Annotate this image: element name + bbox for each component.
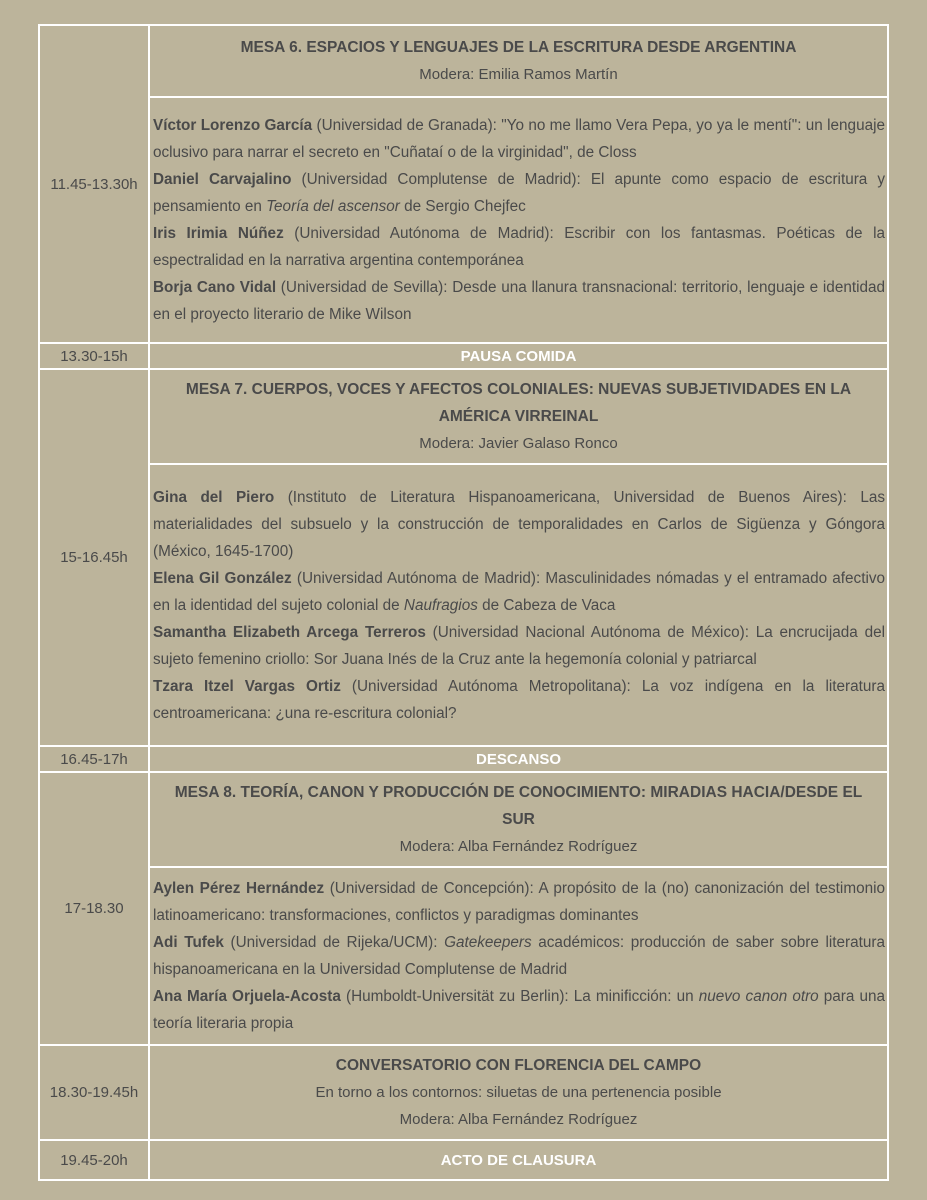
paper-italic-title: nuevo canon otro [698, 988, 819, 1005]
session-title: MESA 8. TEORÍA, CANON Y PRODUCCIÓN DE CONOCIMIENTO: MIRADIAS HACIA/DESDE EL SUR [174, 784, 863, 828]
paper-italic-title: Teoría del ascensor [266, 198, 400, 215]
clausura-row [39, 1140, 888, 1180]
paper-entry [153, 274, 885, 328]
paper-entry [153, 565, 885, 619]
mesa8-header-row [39, 772, 888, 867]
descanso-label: DESCANSO [149, 746, 888, 772]
speaker-name: Elena Gil González [153, 569, 292, 587]
paper-entry [153, 875, 885, 929]
conversatorio-row [39, 1045, 888, 1140]
session-title: MESA 7. CUERPOS, VOCES Y AFECTOS COLONIALES: NUEVAS SUBJETIVIDADES EN LA AMÉRICA VIRREINAL [185, 381, 852, 425]
mesa6-papers-row [39, 97, 888, 343]
paper-entry [153, 112, 885, 166]
mesa8-papers-row [39, 867, 888, 1045]
mesa6-header [149, 25, 888, 97]
session-title: MESA 6. ESPACIOS Y LENGUAJES DE LA ESCRITURA DESDE ARGENTINA [240, 39, 797, 56]
time-pausa: 13.30-15h [39, 343, 149, 369]
time-conversatorio: 18.30-19.45h [39, 1045, 149, 1140]
conversatorio-block [149, 1045, 888, 1140]
paper-details: (Universidad Autónoma de Madrid): Masculinidades nómadas y el entramado afectivo en la identidad del sujeto colonial de [153, 569, 886, 614]
time-mesa7: 15-16.45h [39, 369, 149, 746]
speaker-name: Gina del Piero [153, 488, 275, 506]
paper-entry [153, 619, 885, 673]
session-title: CONVERSATORIO CON FLORENCIA DEL CAMPO [335, 1057, 702, 1074]
speaker-name: Víctor Lorenzo García [153, 117, 313, 134]
mesa7-header-row [39, 369, 888, 464]
pausa-row [39, 343, 888, 369]
descanso-row [39, 746, 888, 772]
speaker-name: Tzara Itzel Vargas Ortiz [153, 677, 341, 695]
session-moderator: Modera: Emilia Ramos Martín [419, 66, 618, 83]
paper-details: (Universidad Nacional Autónoma de México): La encrucijada del sujeto femenino criollo: Sor Juana Inés de la Cruz ante la hegemonía colonial y patriarcal [153, 623, 885, 668]
clausura-label: ACTO DE CLAUSURA [149, 1140, 888, 1180]
paper-entry [153, 484, 885, 565]
mesa8-papers [149, 867, 888, 1045]
session-subtitle: En torno a los contornos: siluetas de una pertenencia posible [315, 1084, 722, 1101]
mesa6-header-row [39, 25, 888, 97]
paper-italic-title: Gatekeepers [444, 934, 532, 951]
pausa-label: PAUSA COMIDA [149, 343, 888, 369]
speaker-name: Adi Tufek [153, 934, 224, 951]
paper-entry [153, 929, 885, 983]
time-descanso: 16.45-17h [39, 746, 149, 772]
speaker-name: Ana María Orjuela-Acosta [153, 988, 341, 1005]
paper-details: (Universidad Autónoma de Madrid): Escribir con los fantasmas. Poéticas de la espectralidad en la narrativa argentina contemporánea [153, 225, 885, 269]
session-moderator: Modera: Javier Galaso Ronco [419, 435, 618, 452]
paper-entry [153, 220, 885, 274]
session-moderator: Modera: Alba Fernández Rodríguez [399, 838, 638, 855]
speaker-name: Borja Cano Vidal [153, 279, 277, 296]
time-clausura: 19.45-20h [39, 1140, 149, 1180]
paper-entry [153, 983, 885, 1037]
paper-details-end: para una teoría literaria propia [153, 988, 886, 1032]
paper-details: (Universidad de Sevilla): Desde una llanura transnacional: territorio, lenguaje e identidad en el proyecto literario de Mike Wilson [153, 279, 886, 323]
paper-details-end: académicos: producción de saber sobre literatura hispanoamericana en la Universidad Complutense de Madrid [153, 934, 885, 978]
paper-details: (Instituto de Literatura Hispanoamericana, Universidad de Buenos Aires): Las materialidades del subsuelo y la construcción de temporalidades en Carlos de Sigüenza y Góngora (México, 1645-1700) [153, 488, 886, 560]
speaker-name: Iris Irimia Núñez [153, 225, 284, 242]
mesa7-header [149, 369, 888, 464]
speaker-name: Aylen Pérez Hernández [153, 880, 325, 897]
speaker-name: Samantha Elizabeth Arcega Terreros [153, 623, 426, 641]
paper-details: (Universidad Complutense de Madrid): El apunte como espacio de escritura y pensamiento en [153, 171, 886, 215]
mesa8-header [149, 772, 888, 867]
paper-details-end: de Cabeza de Vaca [477, 596, 616, 614]
paper-details: (Universidad Autónoma Metropolitana): La voz indígena en la literatura centroamericana: ¿una re-escritura colonial? [153, 677, 886, 722]
paper-italic-title: Naufragios [403, 596, 478, 614]
time-mesa6: 11.45-13.30h [39, 25, 149, 343]
paper-details: (Universidad de Granada): "Yo no me llamo Vera Pepa, yo ya le mentí": un lenguaje oclusivo para narrar el secreto en "Cuñataí o de la virginidad", de Closs [153, 117, 885, 161]
paper-entry [153, 673, 885, 727]
paper-details: (Humboldt-Universität zu Berlin): La minificción: un [340, 988, 699, 1005]
mesa7-papers-row [39, 464, 888, 746]
mesa7-papers [149, 464, 888, 746]
paper-details-end: de Sergio Chejfec [399, 198, 526, 215]
paper-details: (Universidad de Concepción): A propósito de la (no) canonización del testimonio latinoamericano: transformaciones, conflictos y paradigmas dominantes [153, 880, 885, 924]
session-moderator: Modera: Alba Fernández Rodríguez [399, 1111, 638, 1128]
schedule-table [38, 24, 889, 1181]
mesa6-papers [149, 97, 888, 343]
paper-entry [153, 166, 885, 220]
paper-details: (Universidad de Rijeka/UCM): [223, 934, 445, 951]
time-mesa8: 17-18.30 [39, 772, 149, 1045]
speaker-name: Daniel Carvajalino [153, 171, 292, 188]
